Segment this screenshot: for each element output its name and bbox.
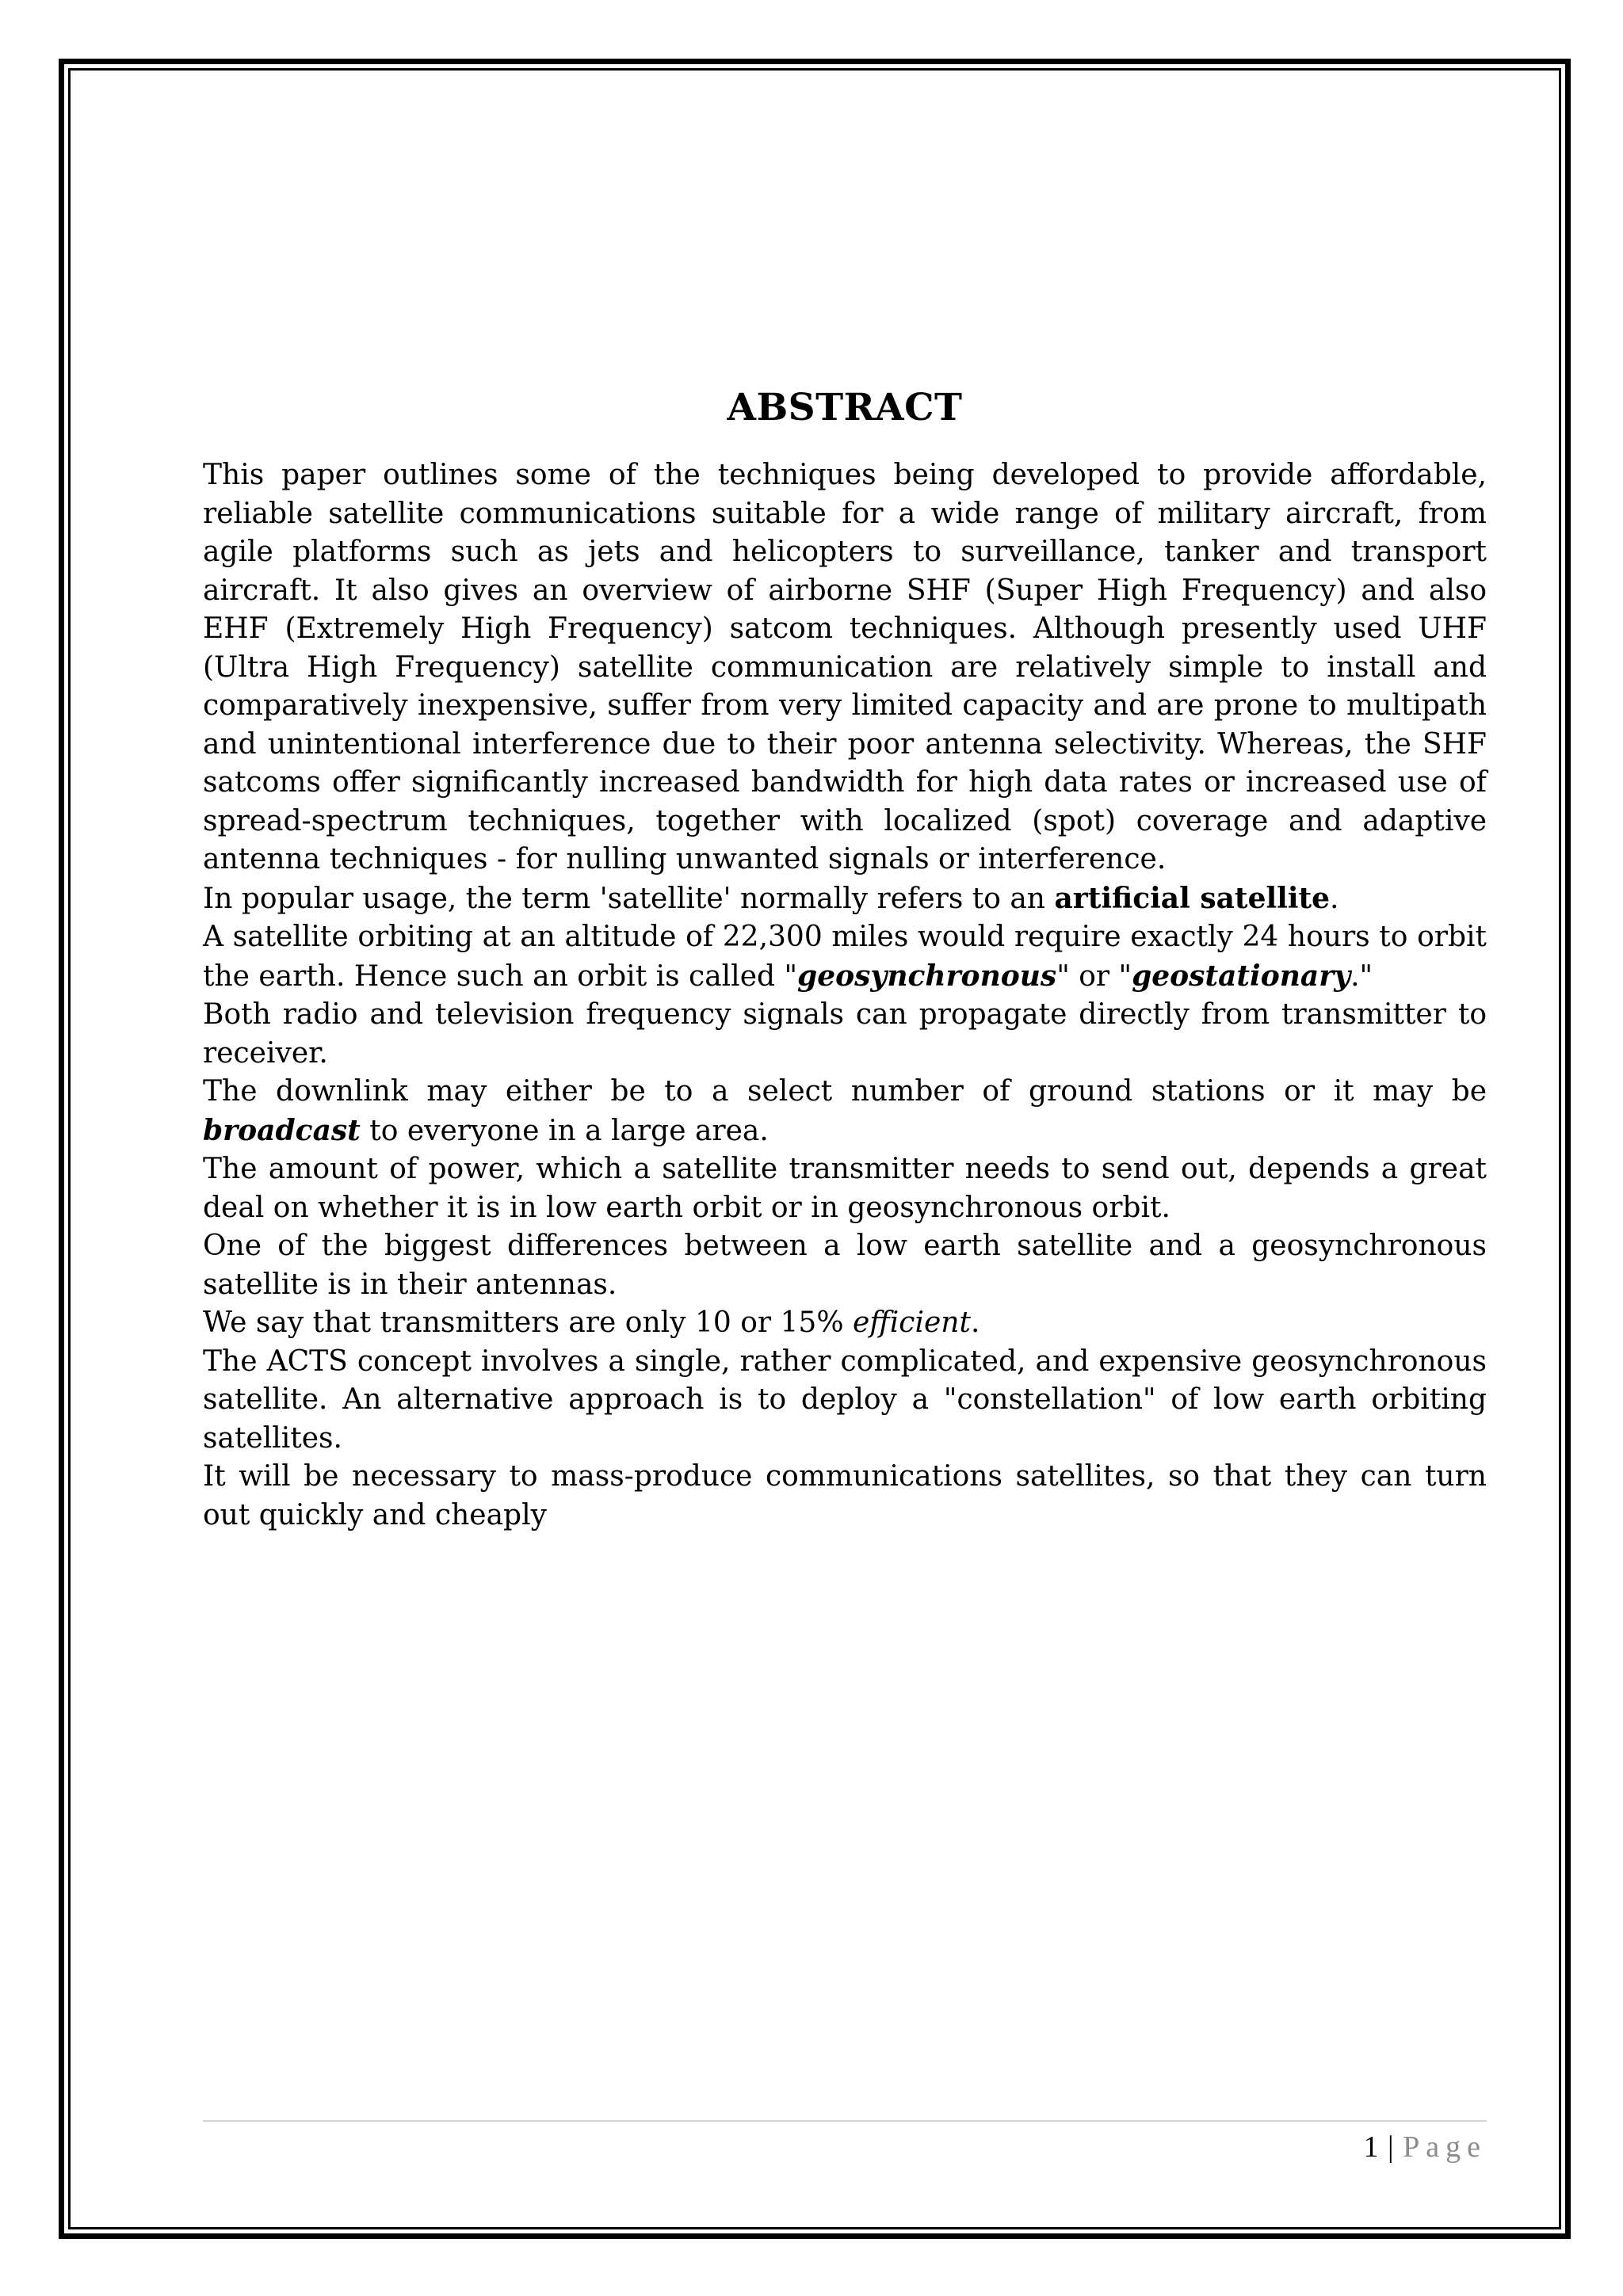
page-footer <box>1364 2127 1487 2167</box>
bold-term-artificial-satellite: artificial satellite <box>1054 881 1331 915</box>
text-run: A satellite orbiting at an altitude of 22,300 miles would require exactly 24 hours to orbit the earth. Hence such an orbit is called " <box>203 921 1487 993</box>
emphasis-geosynchronous: geosynchronous <box>797 959 1057 993</box>
emphasis-geostationary: geostationary <box>1132 959 1351 993</box>
abstract-paragraph-8 <box>203 1304 1487 1343</box>
text-run: " or " <box>1056 959 1132 993</box>
text-run: In popular usage, the term 'satellite' normally refers to an <box>203 882 1055 915</box>
emphasis-efficient: efficient <box>852 1306 971 1339</box>
abstract-paragraph-3 <box>203 918 1487 996</box>
page-separator: | <box>1388 2130 1395 2164</box>
abstract-paragraph-7: One of the biggest differences between a low earth satellite and a geosynchronous satellite is in their antennas. <box>203 1230 1487 1301</box>
text-run: to everyone in a large area. <box>360 1114 769 1147</box>
text-run: The downlink may either be to a select number of ground stations or it may be <box>203 1075 1487 1108</box>
page-number: 1 <box>1363 2130 1380 2164</box>
text-run: We say that transmitters are only 10 or 15% <box>203 1306 853 1339</box>
footer-divider <box>203 2120 1487 2122</box>
text-run: ." <box>1350 959 1373 993</box>
abstract-paragraph-2 <box>203 879 1487 919</box>
abstract-paragraph-4: Both radio and television frequency signals can propagate directly from transmitter to receiver. <box>203 998 1487 1070</box>
document-body <box>203 380 1487 1535</box>
abstract-paragraph-9: The ACTS concept involves a single, rather complicated, and expensive geosynchronous satellite. An alternative approach is to deploy a "constellation" of low earth orbiting satellites. <box>203 1344 1487 1455</box>
page-label: Page <box>1403 2130 1487 2164</box>
abstract-paragraph-5 <box>203 1073 1487 1150</box>
abstract-paragraph-10: It will be necessary to mass-produce communications satellites, so that they can turn out quickly and cheaply <box>203 1460 1487 1531</box>
abstract-paragraph-1: This paper outlines some of the techniques being developed to provide affordable, reliable satellite communications suitable for a wide range of military aircraft, from agile platforms such as jets and helicopters to surveillance, tanker and transport aircraft. It also gives an overview of airborne SHF (Super High Frequency) and also EHF (Extremely High Frequency) satcom techniques. Although presently used UHF (Ultra High Frequency) satellite communication are relatively simple to install and comparatively inexpensive, suffer from very limited capacity and are prone to multipath and unintentional interference due to their poor antenna selectivity. Whereas, the SHF satcoms offer significantly increased bandwidth for high data rates or increased use of spread-spectrum techniques, together with localized (spot) coverage and adaptive antenna techniques - for nulling unwanted signals or interference. <box>203 459 1487 875</box>
abstract-heading: ABSTRACT <box>727 386 963 429</box>
emphasis-broadcast: broadcast <box>203 1113 361 1147</box>
text-run: . <box>1330 882 1339 915</box>
abstract-paragraph-6: The amount of power, which a satellite transmitter needs to send out, depends a great deal on whether it is in low earth orbit or in geosynchronous orbit. <box>203 1153 1487 1224</box>
text-run: . <box>970 1306 980 1339</box>
